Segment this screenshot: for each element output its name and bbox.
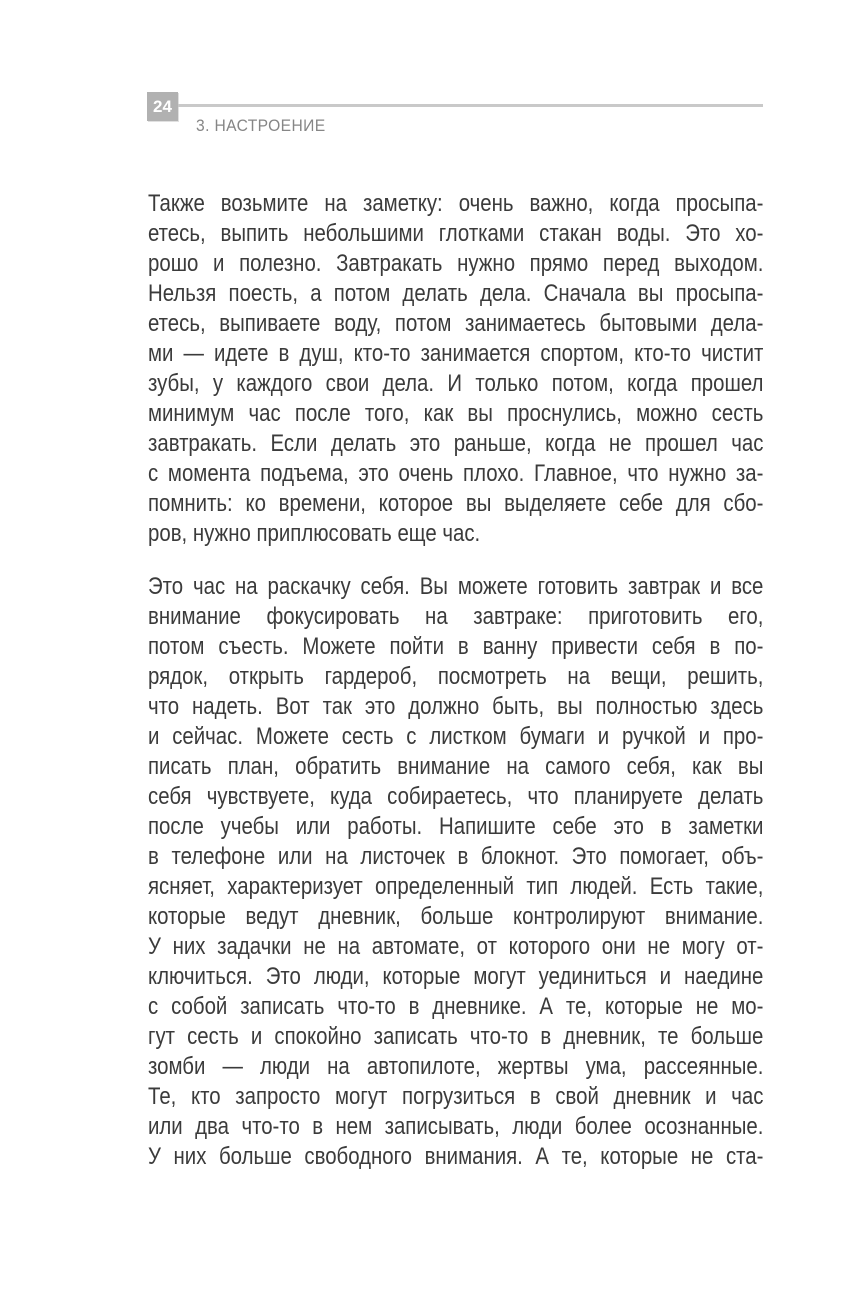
page-number-badge: 24 — [147, 92, 178, 121]
text-line: ров, нужно приплюсовать еще час. — [148, 520, 481, 547]
text-line: писать план, обратить внимание на самого себя, как вы — [148, 753, 764, 780]
text-line: У них задачки не на автомате, от которого они не могу от- — [148, 933, 764, 960]
text-line: рошо и полезно. Завтракать нужно прямо перед выходом. — [148, 250, 764, 277]
text-line: ключиться. Это люди, которые могут уединиться и наедине — [148, 963, 764, 990]
text-line: зубы, у каждого свои дела. И только потом, когда прошел — [148, 370, 764, 397]
text-line: с собой записать что-то в дневнике. А те, которые не мо- — [148, 993, 764, 1020]
text-line: потом съесть. Можете пойти в ванну привести себя в по- — [148, 633, 764, 660]
text-line: помнить: ко времени, которое вы выделяете себе для сбо- — [148, 490, 764, 517]
text-line: етесь, выпиваете воду, потом занимаетесь бытовыми дела- — [148, 310, 764, 337]
text-line: завтракать. Если делать это раньше, когда не прошел час — [148, 430, 764, 457]
text-line: Также возьмите на заметку: очень важно, когда просыпа- — [148, 190, 764, 217]
paragraph — [148, 189, 763, 549]
text-line: в телефоне или на листочек в блокнот. Это помогает, объ- — [148, 843, 764, 870]
text-line: себя чувствуете, куда собираетесь, что планируете делать — [148, 783, 764, 810]
header-rule — [178, 104, 763, 107]
text-line: или два что-то в нем записывать, люди более осознанные. — [148, 1113, 764, 1140]
text-line: и сейчас. Можете сесть с листком бумаги и ручкой и про- — [148, 723, 764, 750]
text-line: зомби — люди на автопилоте, жертвы ума, рассеянные. — [148, 1053, 764, 1080]
body-text — [148, 189, 763, 1195]
paragraph — [148, 572, 763, 1172]
text-line: гут сесть и спокойно записать что-то в дневник, те больше — [148, 1023, 764, 1050]
text-line: с момента подъема, это очень плохо. Главное, что нужно за- — [148, 460, 764, 487]
text-line: Те, кто запросто могут погрузиться в свой дневник и час — [148, 1083, 764, 1110]
text-line: которые ведут дневник, больше контролируют внимание. — [148, 903, 764, 930]
chapter-title: 3. НАСТРОЕНИЕ — [196, 116, 326, 135]
text-line: ясняет, характеризует определенный тип людей. Есть такие, — [148, 873, 764, 900]
text-line: внимание фокусировать на завтраке: приготовить его, — [148, 603, 764, 630]
text-line: минимум час после того, как вы проснулись, можно сесть — [148, 400, 764, 427]
text-line: после учебы или работы. Напишите себе это в заметки — [148, 813, 764, 840]
text-line: етесь, выпить небольшими глотками стакан воды. Это хо- — [148, 220, 764, 247]
text-line: рядок, открыть гардероб, посмотреть на вещи, решить, — [148, 663, 764, 690]
text-line: что надеть. Вот так это должно быть, вы полностью здесь — [148, 693, 764, 720]
text-line: Нельзя поесть, а потом делать дела. Сначала вы просыпа- — [148, 280, 764, 307]
text-line: ми — идете в душ, кто-то занимается спортом, кто-то чистит — [148, 340, 764, 367]
text-line: Это час на раскачку себя. Вы можете готовить завтрак и все — [148, 573, 764, 600]
text-line: У них больше свободного внимания. А те, которые не ста- — [148, 1143, 764, 1170]
